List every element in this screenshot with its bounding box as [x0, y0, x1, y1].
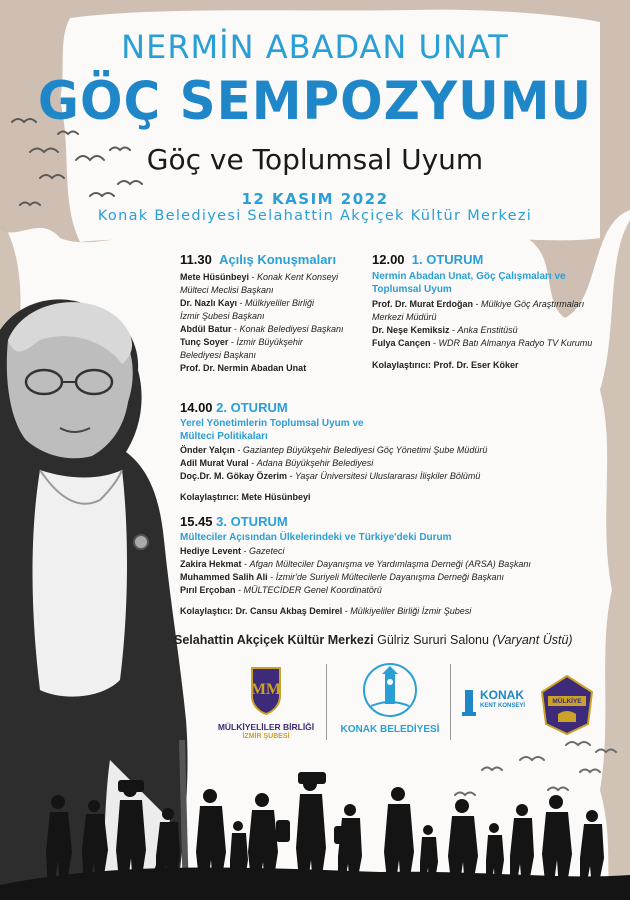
- opening-time: 11.30: [180, 252, 212, 267]
- speaker-line: Pırıl Erçoban - MÜLTECİDER Genel Koordinatörü: [180, 585, 382, 595]
- opening-title: Açılış Konuşmaları: [219, 252, 337, 267]
- session1-block: [372, 252, 612, 372]
- coop-name: MÜLKİYE: [552, 698, 582, 705]
- event-date: 12 KASIM 2022: [241, 190, 389, 208]
- kent-tower-icon: [460, 686, 478, 716]
- session3-moderator: Kolaylaştıcı: Dr. Cansu Akbaş Demirel - Mülkiyeliler Birliği İzmir Şubesi: [180, 606, 472, 616]
- session1-time: 12.00: [372, 252, 405, 267]
- event-venue: Konak Belediyesi Selahattin Akçiçek Kültür Merkezi: [97, 208, 533, 224]
- speaker-line: Merkezi Müdürü: [372, 312, 437, 322]
- session1-topic: Nermin Abadan Unat, Göç Çalışmaları ve Toplumsal Uyum: [372, 271, 566, 295]
- mulkiye-name: MÜLKİYELİLER BİRLİĞİ: [217, 722, 315, 732]
- mulkiyeliler-logo: [196, 662, 336, 742]
- speaker-line: Fulya Cançen - WDR Batı Almanya Radyo TV Kurumu: [372, 338, 593, 348]
- session2-title: 2. OTURUM: [216, 400, 288, 415]
- speaker-line: Zakira Hekmat - Afgan Mülteciler Dayanışma ve Yardımlaşma Derneği (ARSA) Başkanı: [180, 559, 531, 569]
- session3-topic: Mülteciler Açısından Ülkelerindeki ve Türkiye'deki Durum: [180, 532, 452, 543]
- session2-time: 14.00: [180, 400, 213, 415]
- speaker-line: Prof. Dr. Nermin Abadan Unat: [180, 363, 307, 373]
- session1-title: 1. OTURUM: [411, 252, 484, 267]
- speaker-line: Hediye Levent - Gazeteci: [180, 546, 285, 556]
- mulkiye-emblem-icon: [538, 672, 596, 738]
- hall-info: [174, 633, 573, 647]
- speaker-line: Prof. Dr. Murat Erdoğan - Mülkiye Göç Araştırmaları: [372, 299, 585, 309]
- kent-sub: KENT KONSEYİ: [480, 703, 526, 709]
- speaker-line: Önder Yalçın - Gaziantep Büyükşehir Belediyesi Göç Yönetimi Şube Müdürü: [180, 445, 488, 455]
- session3-heading: [180, 514, 600, 529]
- speaker-line: Dr. Neşe Kemiksiz - Anka Enstitüsü: [372, 325, 518, 335]
- konak-clocktower-icon: [335, 660, 445, 720]
- session2-block: [180, 400, 600, 504]
- konak-name: KONAK BELEDİYESİ: [340, 724, 440, 735]
- hall-name: Gülriz Sururi Salonu: [377, 633, 489, 647]
- mulkiye-branch: İZMİR ŞUBESİ: [242, 733, 290, 740]
- opening-block: [180, 252, 365, 375]
- session2-moderator: Kolaylaştırıcı: Mete Hüsünbeyi: [180, 492, 311, 502]
- session3-title: 3. OTURUM: [216, 514, 288, 529]
- kent-name: KONAK: [480, 688, 524, 702]
- session1-moderator: Kolaylaştırıcı: Prof. Dr. Eser Köker: [372, 360, 519, 370]
- hall-place: Selahattin Akçiçek Kültür Merkezi: [174, 633, 374, 647]
- event-subtitle: Göç ve Toplumsal Uyum: [146, 143, 484, 176]
- speaker-line: İzmir Şubesi Başkanı: [180, 311, 265, 321]
- speaker-line: Mülteci Meclisi Başkanı: [180, 285, 274, 295]
- logo-divider: [326, 664, 327, 740]
- session1-heading: [372, 252, 612, 267]
- session3-block: [180, 514, 600, 618]
- speaker-line: Belediyesi Başkanı: [180, 350, 257, 360]
- hall-note: (Varyant Üstü): [492, 633, 573, 647]
- session2-heading: [180, 400, 600, 415]
- speaker-line: Doç.Dr. M. Gökay Özerim - Yaşar Üniversitesi Uluslararası İlişkiler Bölümü: [180, 471, 481, 481]
- session3-time: 15.45: [180, 514, 213, 529]
- honoree-name: NERMİN ABADAN UNAT: [121, 28, 509, 66]
- speaker-line: Dr. Nazlı Kayı - Mülkiyeliler Birliği: [180, 298, 315, 308]
- speaker-line: Abdül Batur - Konak Belediyesi Başkanı: [180, 324, 344, 334]
- speaker-line: Mete Hüsünbeyi - Konak Kent Konseyi: [180, 272, 339, 282]
- session2-topic: Yerel Yönetimlerin Toplumsal Uyum ve Mülteci Politikaları: [180, 418, 364, 442]
- logo-divider: [450, 664, 451, 740]
- mulkiye-mark: MM: [250, 681, 282, 698]
- speaker-line: Tunç Soyer - İzmir Büyükşehir: [180, 337, 303, 347]
- speaker-line: Muhammed Salih Ali - İzmir'de Suriyeli Mültecilerle Dayanışma Derneği Başkanı: [180, 572, 504, 582]
- event-title: GÖÇ SEMPOZYUMU: [37, 70, 593, 132]
- speaker-line: Adil Murat Vural - Adana Büyükşehir Belediyesi: [180, 458, 374, 468]
- opening-heading: [180, 252, 365, 267]
- konak-logo: [335, 660, 445, 745]
- kent-konseyi-logo: [460, 686, 536, 722]
- mulkiye-coop-logo: [538, 672, 596, 738]
